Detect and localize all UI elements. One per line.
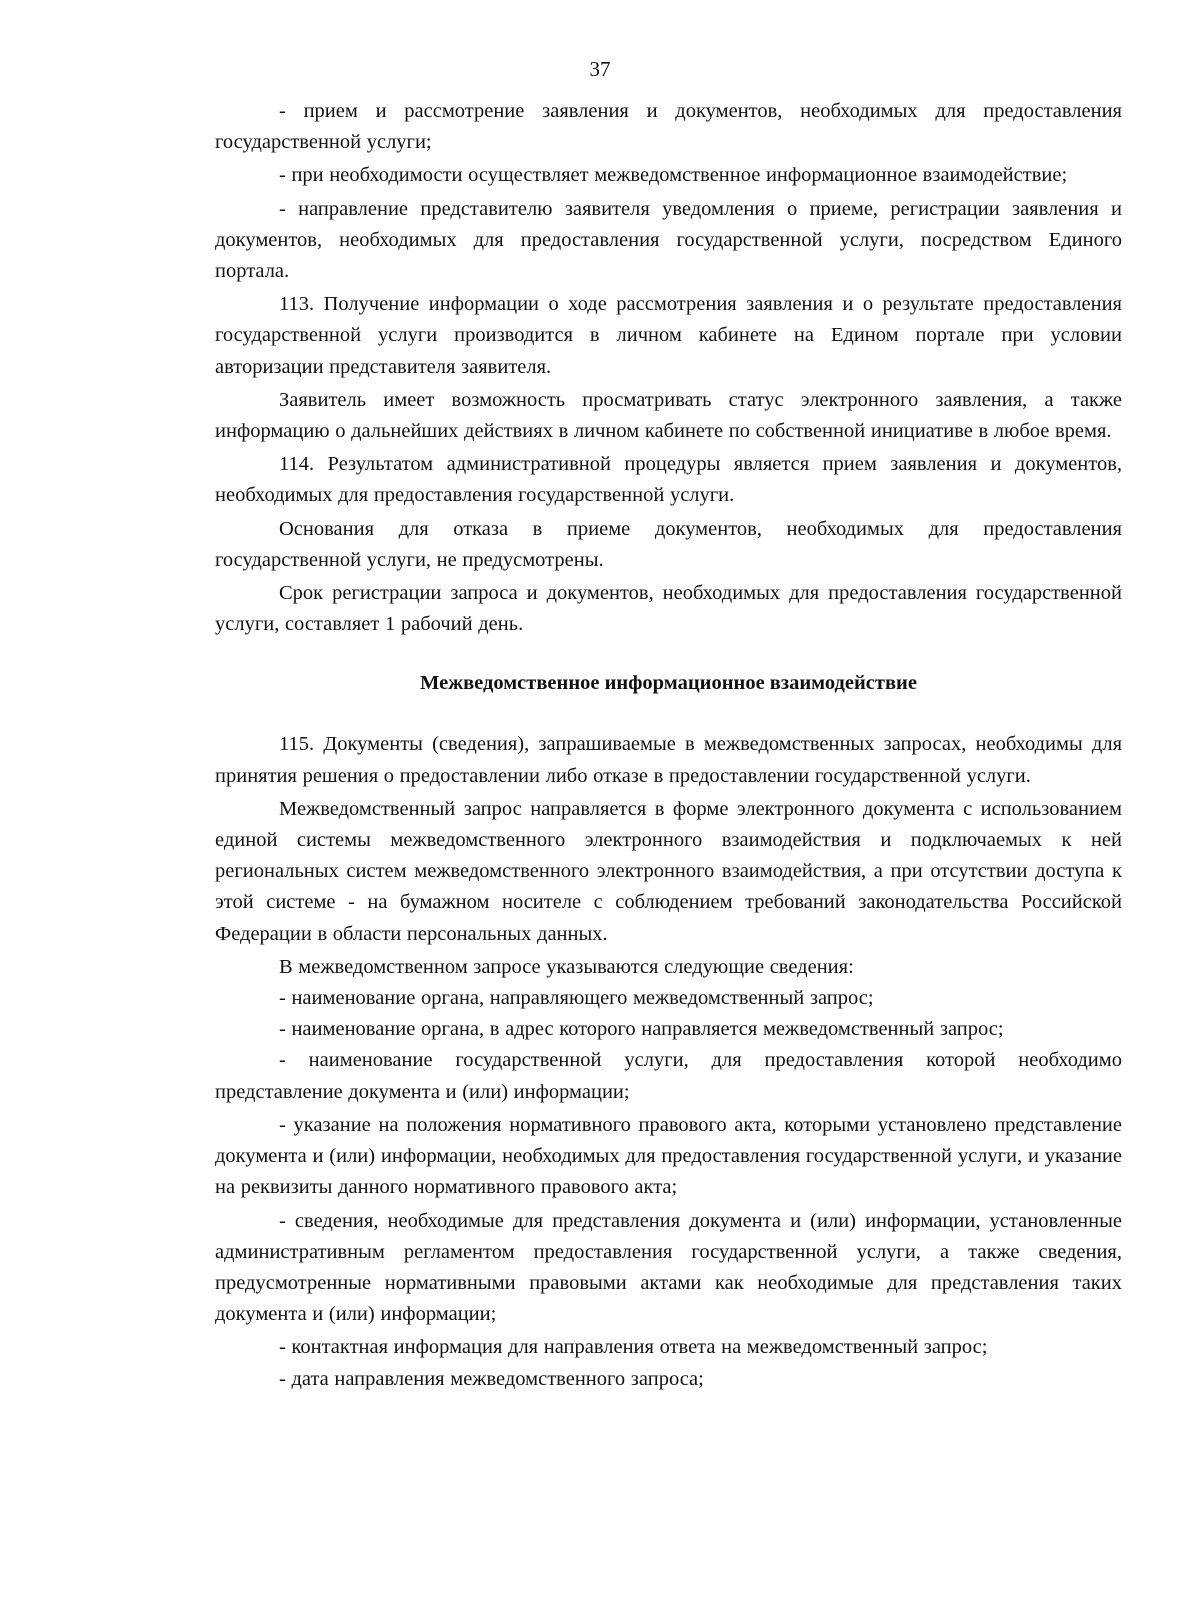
page-content [215, 96, 1122, 1395]
list-item: - сведения, необходимые для представления документа и (или) информации, установленные административным регламентом предоставления государственной услуги, а также сведения, предусмотренные нормативными правовыми актами как необходимые для представления таких документа и (или) информации; [215, 1209, 1122, 1326]
paragraph: - прием и рассмотрение заявления и документов, необходимых для предоставления государственной услуги; [215, 100, 1122, 154]
list-item: - наименование органа, направляющего межведомственный запрос; [279, 987, 874, 1010]
list-item: - дата направления межведомственного запроса; [279, 1367, 704, 1390]
paragraph: 114. Результатом административной процедуры является прием заявления и документов, необходимых для предоставления государственной услуги. [215, 453, 1122, 507]
paragraph: Межведомственный запрос направляется в форме электронного документа с использованием единой системы межведомственного электронного взаимодействия и подключаемых к ней региональных систем межведомственного электронного взаимодействия, а при отсутствии доступа к этой системе - на бумажном носителе с соблюдением требований законодательства Российской Федерации в области персональных данных. [215, 797, 1122, 945]
paragraph: В межведомственном запросе указываются следующие сведения: [279, 955, 854, 978]
paragraph: Заявитель имеет возможность просматривать статус электронного заявления, а также информацию о дальнейших действиях в личном кабинете по собственной инициативе в любое время. [215, 388, 1122, 443]
list-item: - наименование органа, в адрес которого направляется межведомственный запрос; [279, 1018, 1004, 1041]
list-item: - наименование государственной услуги, для предоставления которой необходимо представление документа и (или) информации; [215, 1049, 1122, 1103]
paragraph: Основания для отказа в приеме документов, необходимых для предоставления государственной услуги, не предусмотрены. [215, 517, 1122, 571]
paragraph: 113. Получение информации о ходе рассмотрения заявления и о результате предоставления государственной услуги производится в личном кабинете на Едином портале при условии авторизации представителя заявителя. [215, 293, 1122, 378]
section-heading: Межведомственное информационное взаимодействие [420, 672, 917, 695]
paragraph: Срок регистрации запроса и документов, необходимых для предоставления государственной услуги, составляет 1 рабочий день. [215, 582, 1122, 636]
list-item: - указание на положения нормативного правового акта, которыми установлено представление документа и (или) информации, необходимых для предоставления государственной услуги, и указание на реквизиты данного нормативного правового акта; [215, 1113, 1122, 1199]
paragraph: - при необходимости осуществляет межведомственное информационное взаимодействие; [279, 164, 1068, 187]
paragraph: 115. Документы (сведения), запрашиваемые в межведомственных запросах, необходимы для принятия решения о предоставлении либо отказе в предоставлении государственной услуги. [215, 733, 1122, 787]
paragraph: - направление представителю заявителя уведомления о приеме, регистрации заявления и документов, необходимых для предоставления государственной услуги, посредством Единого портала. [215, 197, 1122, 283]
page-number: 37 [589, 57, 611, 81]
list-item: - контактная информация для направления ответа на межведомственный запрос; [279, 1336, 988, 1359]
